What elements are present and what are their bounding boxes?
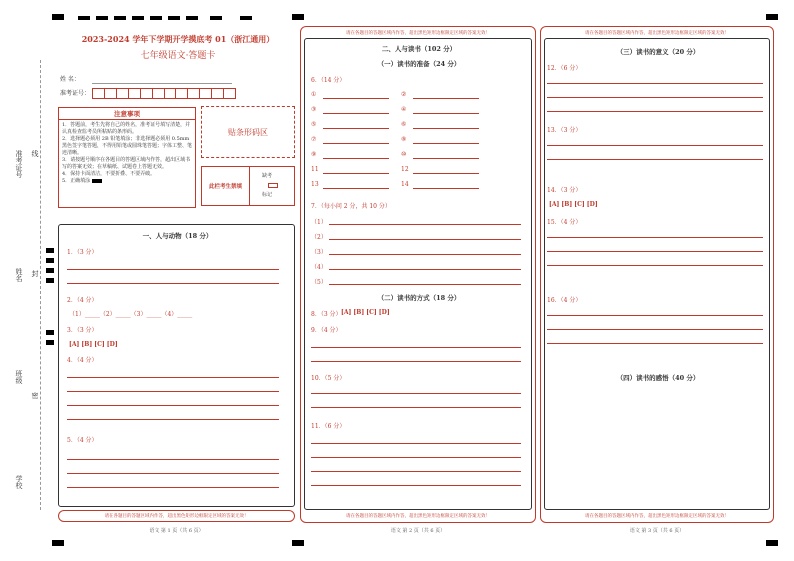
answer-line[interactable] <box>547 83 763 84</box>
notice-item-3: 3．请按题号顺序在各题目的答题区域内作答，超出区域书写的答案无效；在草稿纸、试题卷上答题无效。 <box>62 157 191 170</box>
q7-answer-line[interactable] <box>329 254 521 255</box>
q6-blank[interactable] <box>413 173 479 174</box>
q8-options[interactable]: [A] [B] [C] [D] <box>341 309 390 316</box>
notice-item-2: 2．选择题必须用 2B 铅笔填涂；非选择题必须用 0.5mm 黑色签字笔答题，不得用铅笔或圆珠笔答题；字体工整、笔迹清晰。 <box>62 136 193 156</box>
q6-blank[interactable] <box>413 98 479 99</box>
q3-options[interactable]: [A] [B] [C] [D] <box>69 341 118 348</box>
page2-warning-top: 请在各题目的答题区域内作答，超出黑色矩形边框限定区域的答案无效！ <box>346 31 490 36</box>
page-title: 2023-2024 学年下学期开学摸底考 01（浙江通用） <box>81 34 275 44</box>
side-id-label: 准考证号 <box>15 150 23 178</box>
side-school-label: 学校 <box>15 475 23 489</box>
answer-line[interactable] <box>67 391 279 392</box>
q6-blank[interactable] <box>413 143 479 144</box>
registration-mark <box>168 16 180 20</box>
q6-label: 6．（14 分） <box>311 77 346 84</box>
side-name-label: 姓名 <box>15 268 23 282</box>
registration-mark <box>292 540 304 546</box>
q6-num-left: 11 <box>311 166 319 173</box>
q6-num-left: ⑤ <box>311 121 317 128</box>
q15-label: 15．（4 分） <box>547 219 582 226</box>
fill-example <box>92 179 102 183</box>
notice-box <box>58 107 196 208</box>
name-label: 姓 名： <box>60 76 80 83</box>
registration-mark <box>78 16 90 20</box>
answer-line[interactable] <box>547 237 763 238</box>
absent-note: 此栏考生禁填 <box>202 167 250 205</box>
answer-line[interactable] <box>67 377 279 378</box>
page3-warning-top: 请在各题目的答题区域内作答，超出黑色矩形边框限定区域的答案无效！ <box>585 31 729 36</box>
q6-num-left: 13 <box>311 181 319 188</box>
q12-label: 12．（6 分） <box>547 65 582 72</box>
answer-line[interactable] <box>311 485 521 486</box>
q1-label: 1．（3 分） <box>67 249 98 256</box>
registration-mark <box>150 16 162 20</box>
id-boxes[interactable] <box>92 88 236 99</box>
answer-line[interactable] <box>547 329 763 330</box>
q6-num-right: ② <box>401 91 407 98</box>
notice-title: 注意事项 <box>59 108 195 120</box>
q14-label: 14．（3 分） <box>547 187 582 194</box>
answer-line[interactable] <box>547 251 763 252</box>
page3-panel <box>544 38 770 510</box>
name-field[interactable] <box>92 83 232 84</box>
answer-line[interactable] <box>547 315 763 316</box>
registration-mark <box>132 16 144 20</box>
page1-section-title: 一、人与动物（18 分） <box>142 232 213 240</box>
page-subtitle: 七年级语文·答题卡 <box>140 51 216 61</box>
page3-sub4: （四）读书的感悟（40 分） <box>616 374 700 382</box>
q6-blank[interactable] <box>413 188 479 189</box>
q11-label: 11．（6 分） <box>311 423 346 430</box>
answer-line[interactable] <box>311 443 521 444</box>
registration-mark <box>766 14 778 20</box>
q6-blank[interactable] <box>323 188 389 189</box>
q9-label: 9．（4 分） <box>311 327 342 334</box>
notice-item-1: 1．答题前，考生先将自己的姓名，准考证号填写清楚，并认真检查监考员所粘贴的条形码。 <box>62 122 191 135</box>
q13-label: 13．（3 分） <box>547 127 582 134</box>
q7-answer-line[interactable] <box>329 239 521 240</box>
q6-blank[interactable] <box>323 113 389 114</box>
registration-mark <box>46 340 54 345</box>
absent-label: 缺考 <box>262 173 273 179</box>
q6-blank[interactable] <box>413 113 479 114</box>
q16-label: 16．（4 分） <box>547 297 582 304</box>
answer-line[interactable] <box>547 159 763 160</box>
registration-mark <box>46 330 54 335</box>
q7-label: 7．（每小问 2 分，共 10 分） <box>311 203 391 210</box>
q5-label: 5．（4 分） <box>67 437 98 444</box>
answer-line[interactable] <box>547 265 763 266</box>
registration-mark <box>114 16 126 20</box>
q6-num-left: ⑦ <box>311 136 317 143</box>
answer-line[interactable] <box>547 343 763 344</box>
page2-sub2: （二）读书的方式（18 分） <box>377 294 461 302</box>
answer-line[interactable] <box>311 471 521 472</box>
page1-warning: 请在各题目的答题区域内作答，超出黑色矩形边框限定区域的答案无效！ <box>104 514 249 519</box>
page1-panel <box>58 224 295 507</box>
q7-item-label: （2） <box>311 234 327 241</box>
q6-blank[interactable] <box>413 128 479 129</box>
answer-line[interactable] <box>547 145 763 146</box>
answer-line[interactable] <box>67 459 279 460</box>
q2-label: 2．（4 分） <box>67 297 98 304</box>
page2-warning-bottom: 请在各题目的答题区域内作答，超出黑色矩形边框限定区域的答案无效！ <box>346 514 490 519</box>
q6-blank[interactable] <box>323 98 389 99</box>
answer-line[interactable] <box>67 405 279 406</box>
page3-footer: 语文 第 3 页（共 6 页） <box>629 528 685 534</box>
q6-blank[interactable] <box>323 128 389 129</box>
registration-mark <box>210 16 222 20</box>
q6-blank[interactable] <box>323 143 389 144</box>
absent-mark-label: 标记 <box>262 192 273 198</box>
q6-blank[interactable] <box>413 158 479 159</box>
side-mi: 密 <box>31 392 39 399</box>
side-xian: 线 <box>31 150 39 157</box>
q7-item-label: （4） <box>311 264 327 271</box>
side-class-label: 班级 <box>15 370 23 384</box>
q6-blank[interactable] <box>323 158 389 159</box>
q7-answer-line[interactable] <box>329 284 521 285</box>
q7-answer-line[interactable] <box>329 269 521 270</box>
q14-options[interactable]: [A] [B] [C] [D] <box>549 201 598 208</box>
answer-line[interactable] <box>67 419 279 420</box>
q7-item-label: （1） <box>311 219 327 226</box>
notice-item-5: 5．正确填涂 <box>62 178 91 184</box>
page2-section-title: 二、人与读书（102 分） <box>381 45 457 53</box>
registration-mark <box>46 278 54 283</box>
answer-line[interactable] <box>67 269 279 270</box>
registration-mark <box>240 16 252 20</box>
page2-panel <box>304 38 532 510</box>
page2-footer: 语文 第 2 页（共 6 页） <box>390 528 446 534</box>
id-label: 准考证号： <box>60 90 91 97</box>
page3-warning-bottom: 请在各题目的答题区域内作答，超出黑色矩形边框限定区域的答案无效！ <box>585 514 729 519</box>
barcode-label: 贴条形码区 <box>228 127 268 137</box>
registration-mark <box>766 540 778 546</box>
q6-num-right: 14 <box>401 181 409 188</box>
registration-mark <box>46 248 54 253</box>
answer-line[interactable] <box>547 97 763 98</box>
answer-line[interactable] <box>67 487 279 488</box>
answer-line[interactable] <box>67 473 279 474</box>
registration-mark <box>292 14 304 20</box>
q6-num-right: ④ <box>401 106 407 113</box>
answer-line[interactable] <box>67 283 279 284</box>
q6-num-left: ① <box>311 91 317 98</box>
q4-label: 4．（4 分） <box>67 357 98 364</box>
q6-num-left: ③ <box>311 106 317 113</box>
answer-line[interactable] <box>547 111 763 112</box>
q6-blank[interactable] <box>323 173 389 174</box>
registration-mark <box>186 16 198 20</box>
absent-checkbox[interactable] <box>268 183 278 188</box>
q8-label: 8．（3 分） <box>311 311 342 318</box>
answer-line[interactable] <box>311 407 521 408</box>
q6-num-left: ⑨ <box>311 151 317 158</box>
registration-mark <box>46 268 54 273</box>
answer-line[interactable] <box>311 361 521 362</box>
q10-label: 10．（5 分） <box>311 375 346 382</box>
registration-mark <box>52 14 64 20</box>
registration-mark <box>96 16 108 20</box>
q7-item-label: （3） <box>311 249 327 256</box>
binding-line <box>40 60 41 510</box>
barcode-area <box>201 106 295 158</box>
q7-answer-line[interactable] <box>329 224 521 225</box>
q2-blanks[interactable]: （1）_____（2）_____（3）_____（4）_____ <box>69 311 193 318</box>
registration-mark <box>52 540 64 546</box>
q6-num-right: ⑩ <box>401 151 407 158</box>
page1-footer: 语文 第 1 页（共 6 页） <box>149 528 204 534</box>
q7-item-label: （5） <box>311 279 327 286</box>
page2-sub1: （一）读书的准备（24 分） <box>377 60 461 68</box>
q3-label: 3．（3 分） <box>67 327 98 334</box>
answer-line[interactable] <box>311 347 521 348</box>
q6-num-right: ⑥ <box>401 121 407 128</box>
side-feng: 封 <box>31 270 39 277</box>
registration-mark <box>46 258 54 263</box>
page3-section-title: （三）读书的意义（20 分） <box>616 48 700 56</box>
answer-line[interactable] <box>311 393 521 394</box>
q6-num-right: ⑧ <box>401 136 407 143</box>
absent-box <box>201 166 295 206</box>
q6-num-right: 12 <box>401 166 409 173</box>
answer-line[interactable] <box>311 457 521 458</box>
notice-item-4: 4．保持卡面清洁，不要折叠、不要弄破。 <box>62 171 156 177</box>
